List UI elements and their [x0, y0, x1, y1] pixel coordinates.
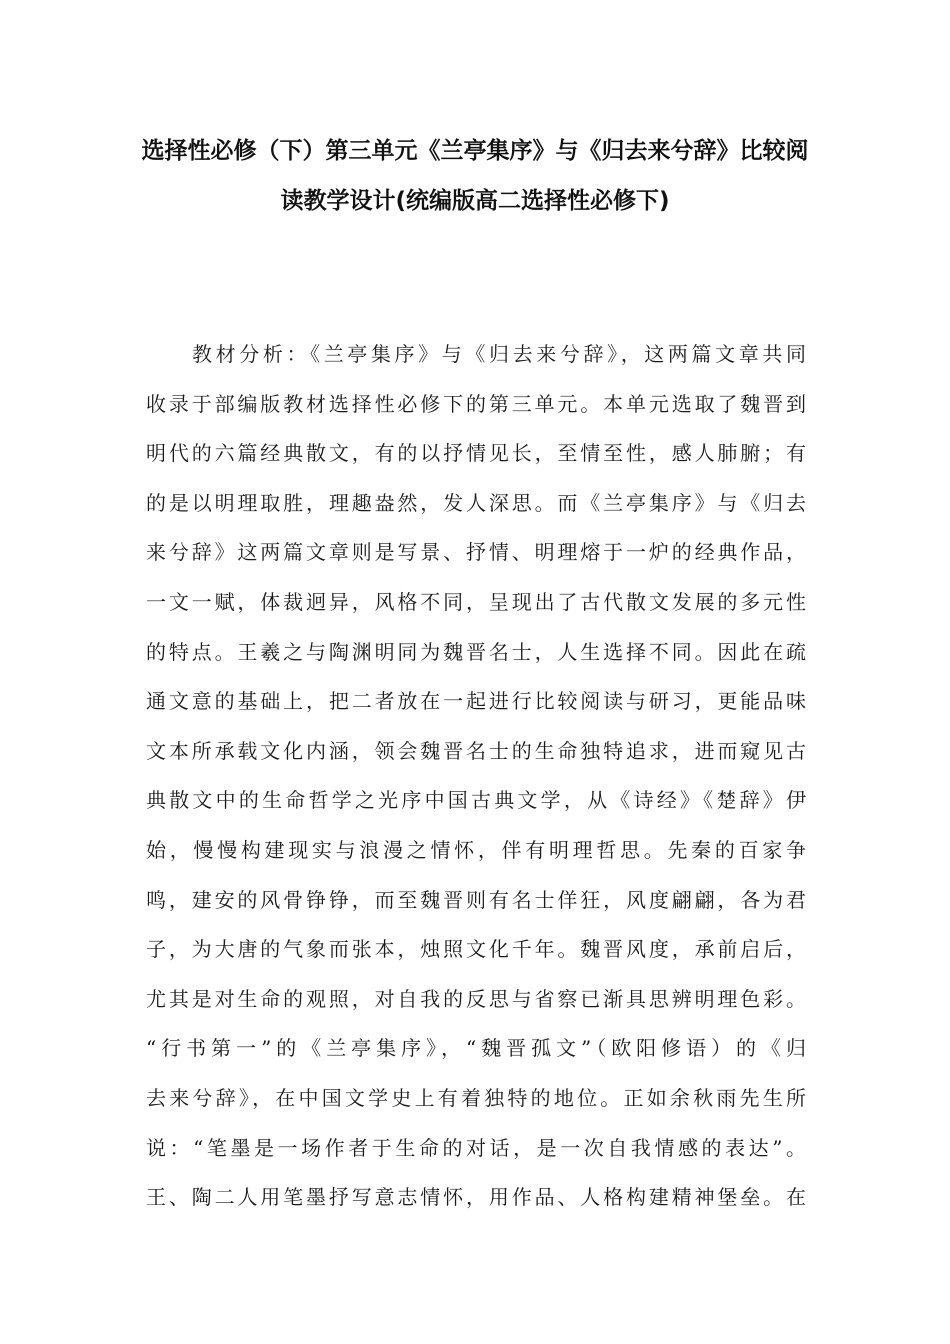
paragraph-line: 始，慢慢构建现实与浪漫之情怀，伴有明理哲思。先秦的百家争 — [146, 837, 806, 862]
body-paragraph — [146, 330, 806, 1223]
paragraph-line: 文本所承载文化内涵，领会魏晋名士的生命独特追求，进而窥见古 — [146, 738, 806, 763]
paragraph-line: “行书第一”的《兰亭集序》，“魏晋孤文”（欧阳修语）的《归 — [146, 1036, 806, 1061]
paragraph-line: 教材分析：《兰亭集序》与《归去来兮辞》，这两篇文章共同 — [192, 342, 806, 366]
paragraph-line: 鸣，建安的风骨铮铮，而至魏晋则有名士佯狂，风度翩翩，各为君 — [146, 887, 806, 912]
paragraph-line: 的是以明理取胜，理趣盎然，发人深思。而《兰亭集序》与《归去 — [146, 490, 806, 515]
paragraph-line: 的特点。王羲之与陶渊明同为魏晋名士，人生选择不同。因此在疏 — [146, 639, 806, 664]
title-line-2: 读教学设计(统编版高二选择性必修下) — [280, 188, 670, 214]
paragraph-line: 收录于部编版教材选择性必修下的第三单元。本单元选取了魏晋到 — [146, 391, 806, 416]
paragraph-line: 子，为大唐的气象而张本，烛照文化千年。魏晋风度，承前启后， — [146, 937, 806, 962]
paragraph-line: 典散文中的生命哲学之光序中国古典文学，从《诗经》《楚辞》伊 — [146, 788, 806, 813]
title-line-1: 选择性必修（下）第三单元《兰亭集序》与《归去来兮辞》比较阅 — [141, 138, 809, 164]
paragraph-line: 去来兮辞》，在中国文学史上有着独特的地位。正如余秋雨先生所 — [146, 1085, 806, 1110]
paragraph-line: 明代的六篇经典散文，有的以抒情见长，至情至性，感人肺腑；有 — [146, 441, 806, 466]
paragraph-line: 来兮辞》这两篇文章则是写景、抒情、明理熔于一炉的经典作品， — [146, 540, 806, 565]
paragraph-line: 说：“笔墨是一场作者于生命的对话，是一次自我情感的表达”。 — [146, 1135, 806, 1160]
paragraph-line: 一文一赋，体裁迥异，风格不同，呈现出了古代散文发展的多元性 — [146, 589, 806, 614]
document-title — [100, 126, 850, 226]
paragraph-line: 通文意的基础上，把二者放在一起进行比较阅读与研习，更能品味 — [146, 689, 806, 714]
paragraph-line: 尤其是对生命的观照，对自我的反思与省察已渐具思辨明理色彩。 — [146, 986, 806, 1011]
paragraph-line: 王、陶二人用笔墨抒写意志情怀，用作品、人格构建精神堡垒。在 — [146, 1185, 806, 1210]
